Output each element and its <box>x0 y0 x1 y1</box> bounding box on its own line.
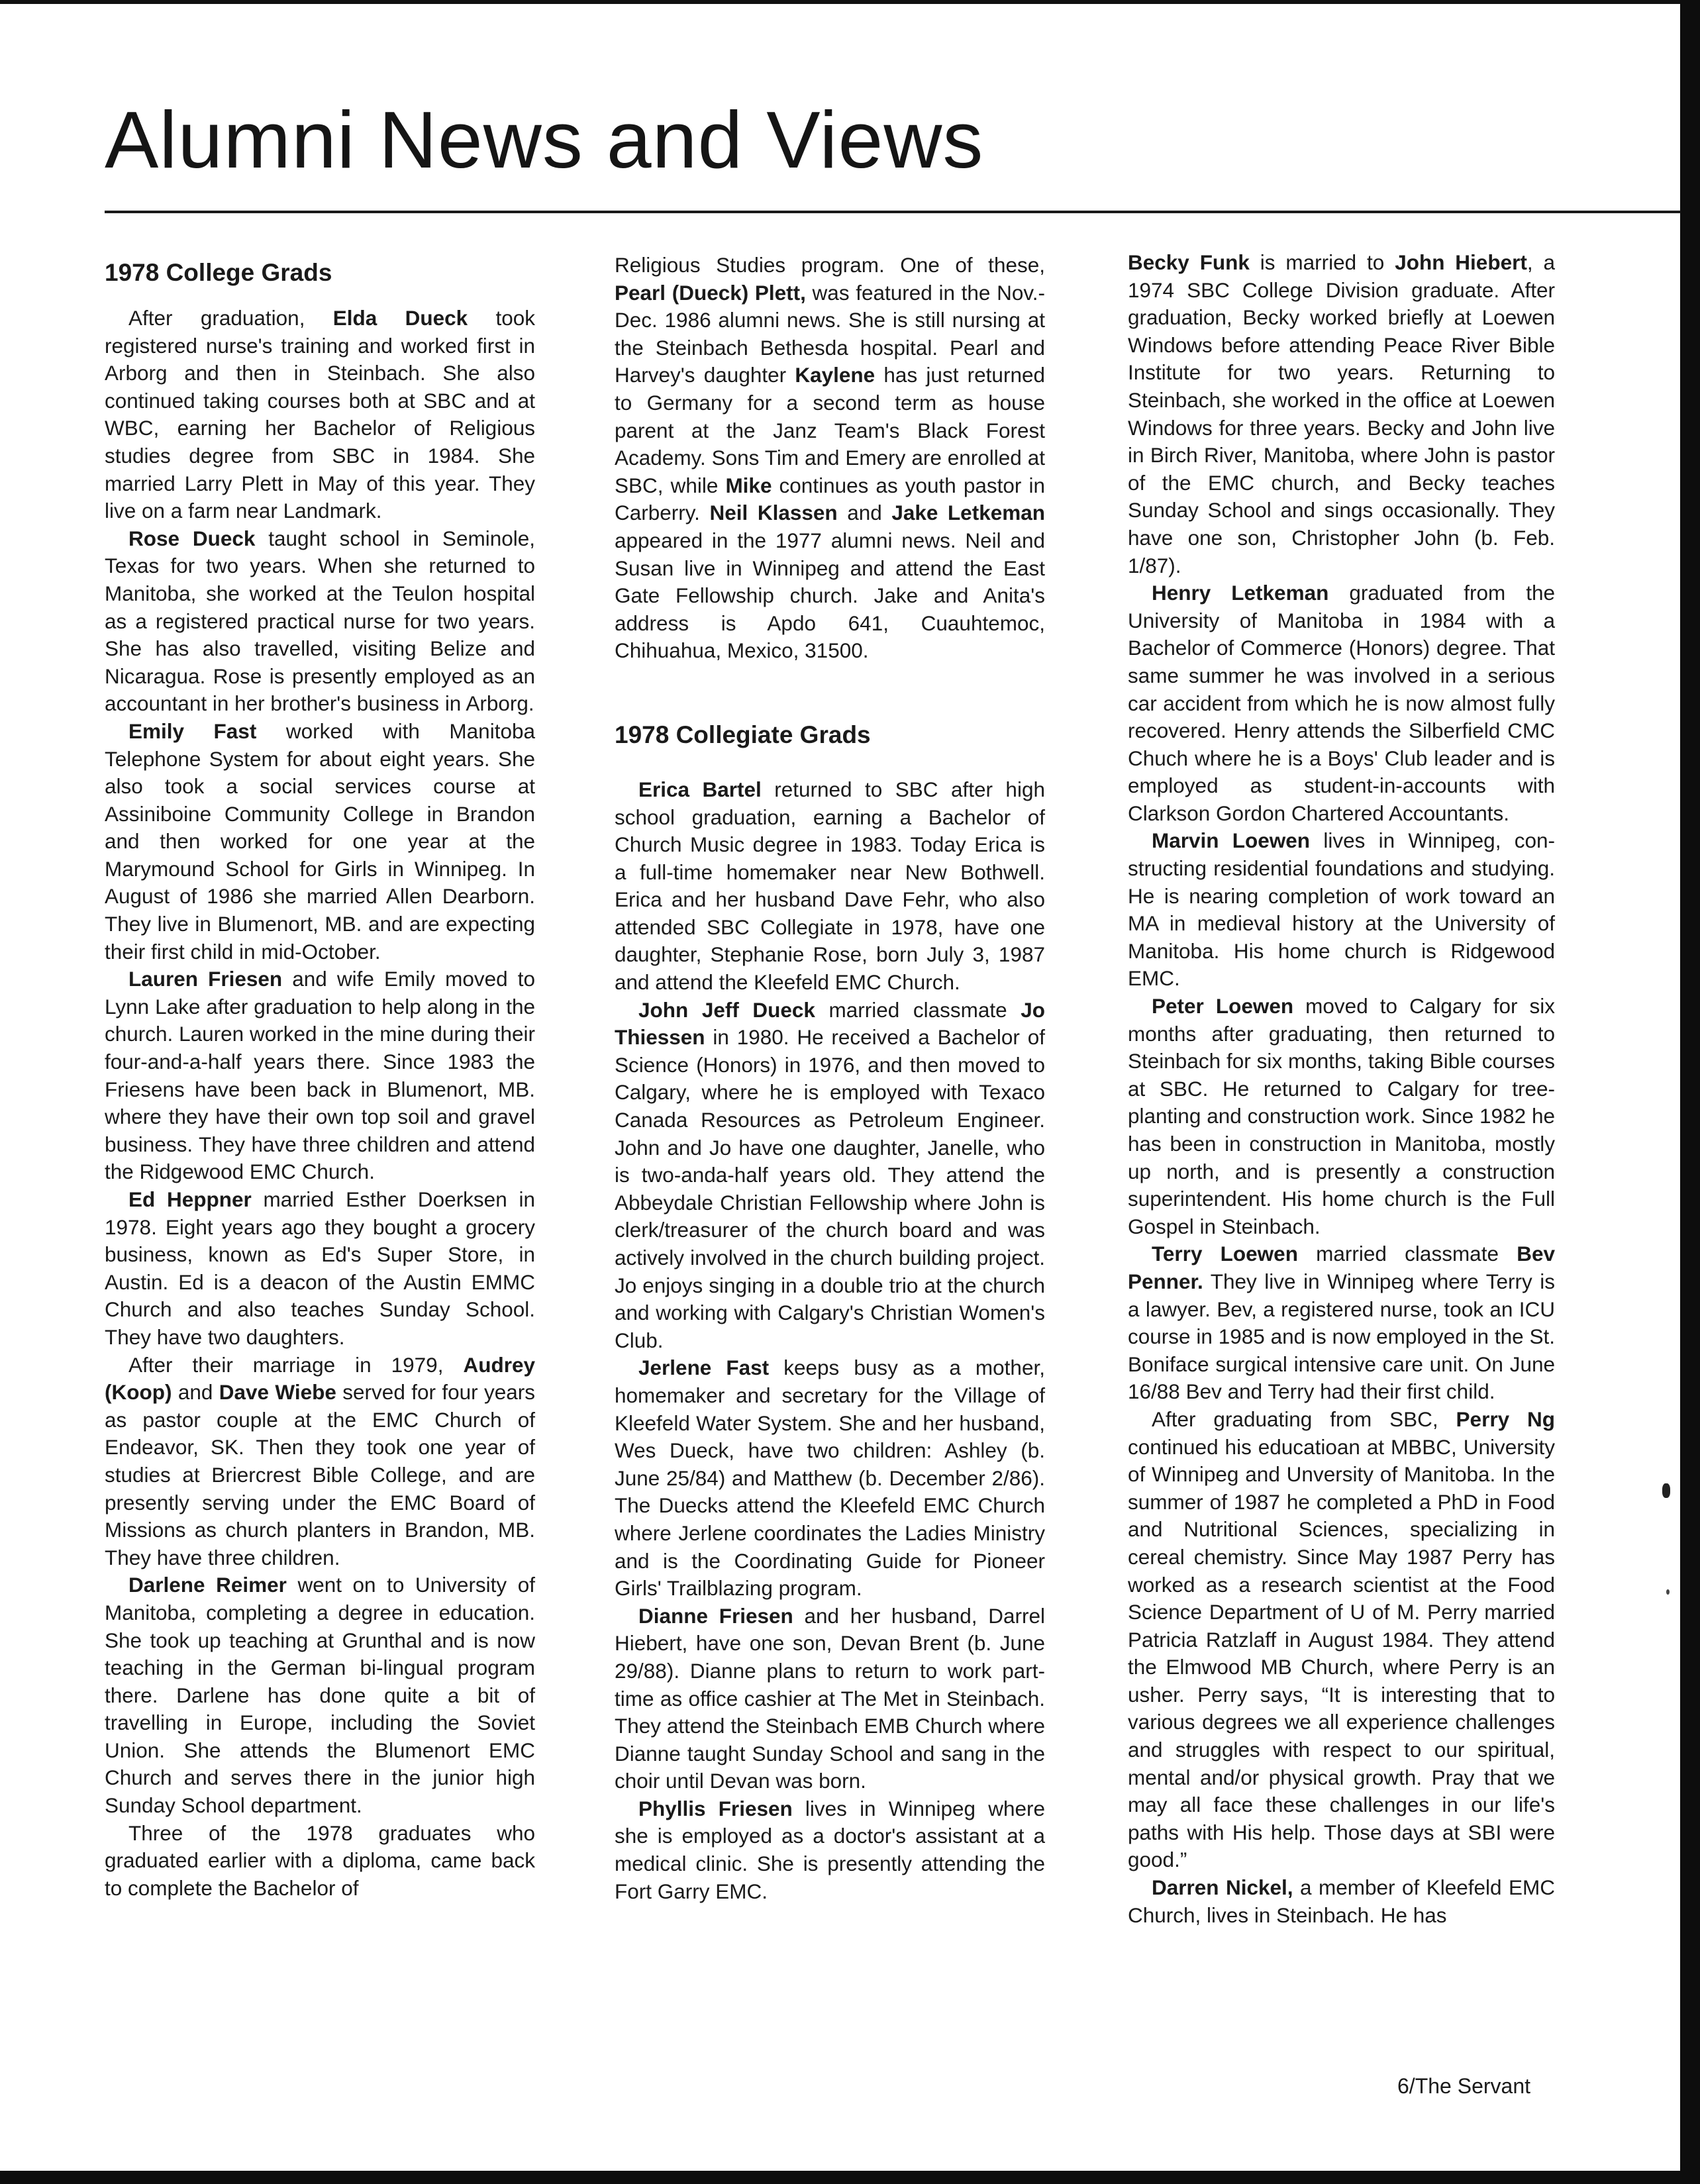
entry-text: was featured in the Nov.-Dec. 1986 alumni news. She is still nursing at the Steinbach Bethesda hospital. Pearl and Harvey's daughter <box>615 280 1045 387</box>
alumni-name: Peter Loewen <box>1152 994 1294 1018</box>
entry-text: appeared in the 1977 alumni news. Neil and Susan live in Winnipeg and attend the East Gate Fellowship church. Jake and Anita's address is Apdo 641, Cuauhtemoc, Chihuahua, Mexico, 31500. <box>615 528 1045 663</box>
alumni-name: Elda Dueck <box>332 306 468 330</box>
page-title: Alumni News and Views <box>105 95 984 185</box>
alumni-name: Dianne Friesen <box>638 1603 793 1628</box>
alumni-name: Henry Letkeman <box>1152 581 1329 605</box>
entry-darlene-reimer <box>105 1571 535 1819</box>
entry-text: moved to Calgary for six months after graduating, then returned to Steinbach for six months, taking Bible courses at SBC. He returned to Calgary for tree-planting and construction work. Since 1982 he has been in construction in Manitoba, mostly up north, and is presently a construction superintendent. His home church is the Full Gospel in Steinbach. <box>1128 994 1555 1238</box>
alumni-name: Jake Letkeman <box>891 501 1045 525</box>
entry-rose-dueck <box>105 525 535 718</box>
entry-john-jeff-dueck <box>615 997 1045 1355</box>
alumni-name: Marvin Loewen <box>1152 828 1311 853</box>
entry-text: graduated from the University of Manitoba in 1984 with a Bachelor of Commerce (Honors) degree. That same summer he was involved in a serious car accident from which he is now almost fully recovered. Henry attends the Silberfield CMC Chuch where he is a Boys' Club leader and is employed as student-in-accounts with Clarkson Gordon Chartered Accountants. <box>1128 581 1555 825</box>
alumni-name: Jerlene Fast <box>638 1356 770 1380</box>
entry-text: has just returned to Germany for a second term as house parent at the Janz Team's Black Forest Academy. Sons Tim and Emery are enrolled at SBC, while <box>615 363 1045 497</box>
alumni-name: Bev Penner. <box>1128 1242 1555 1293</box>
section-heading-college-grads: 1978 College Grads <box>105 259 332 286</box>
entry-emily-fast <box>105 718 535 966</box>
alumni-name: Terry Loewen <box>1152 1242 1298 1266</box>
entry-becky-funk <box>1128 249 1555 579</box>
entry-text: lives in Winnipeg, constructing residential foundations and studying. He is nearing completion of work toward an MA in medieval history at the University of Manitoba. His home church is Ridgewood EMC. <box>1128 828 1556 991</box>
entry-dianne-friesen <box>615 1603 1045 1795</box>
entry-phyllis-friesen <box>615 1795 1045 1905</box>
entry-text: took registered nurse's training and worked first in Arborg and then in Steinbach. She also continued taking courses both at SBC and at WBC, earning her Bachelor of Religious studies degree from SBC in 1984. She married Larry Plett in May of this year. They live on a farm near Landmark. <box>105 306 535 523</box>
alumni-name: Rose Dueck <box>128 526 256 550</box>
scan-edge-top <box>0 0 1700 4</box>
entry-terry-loewen <box>1128 1240 1555 1406</box>
entry-text: After graduation, <box>128 306 333 330</box>
entry-marvin-loewen <box>1128 827 1555 993</box>
alumni-name: Pearl (Dueck) Plett, <box>615 280 806 305</box>
section-heading-collegiate-grads: 1978 Collegiate Grads <box>615 720 871 748</box>
entry-text: and <box>172 1380 219 1405</box>
entry-text: After their marriage in 1979, <box>128 1352 464 1377</box>
alumni-name: Lauren Friesen <box>128 967 283 991</box>
entry-jerlene-fast <box>615 1354 1045 1602</box>
entry-bachelor-returnees <box>105 1820 535 1903</box>
entry-henry-letkeman <box>1128 579 1555 827</box>
entry-text: continued his educatioan at MBBC, University of Winnipeg and Unversity of Manitoba. In the summer of 1987 he completed a PhD in Food and Nutritional Sciences, specializing in cereal chemistry. Since May 1987 Perry has worked as a research scientist at the Food Science Department of U of M. Perry married Patricia Ratzlaff in August 1984. They attend the Elmwood MB Church, where Perry is an usher. Perry says, “It is interesting that to various degrees we all experience challenges and struggles with respect to our spiritual, mental and/or physical growth. Pray that we may all face these challenges in our life's paths with His help. Those days at SBI were good.” <box>1128 1434 1555 1872</box>
entry-erica-bartel <box>615 776 1045 997</box>
entry-perry-ng <box>1128 1406 1555 1874</box>
alumni-name: Darlene Reimer <box>128 1573 287 1597</box>
alumni-name: Neil Klassen <box>709 501 838 525</box>
entry-text: and wife Emily moved to Lynn Lake after graduation to help along in the church. Lauren worked in the mine during their four-and-a-half years there. Since 1983 the Friesens have been back in Blumenort, MB. where they have their own top soil and gravel business. They have three children and attend the Ridgewood EMC Church. <box>105 967 535 1184</box>
alumni-name: Ed Heppner <box>128 1187 252 1211</box>
entry-text: and her husband, Darrel Hiebert, have one son, Devan Brent (b. June 29/88). Dianne plans to return to work part-time as office cashier at The Met in Steinbach. They attend the Steinbach EMB Church where Dianne taught Sunday School and sang in the choir until Devan was born. <box>615 1603 1045 1793</box>
entry-text: They live in Winnipeg where Terry is a lawyer. Bev, a registered nurse, took an ICU course in 1985 and is now employed in the St. Boniface surgical intensive care unit. On June 16/88 Bev and Terry had their first child. <box>1128 1269 1555 1404</box>
entry-text: went on to University of Manitoba, completing a degree in education. She took up teaching at Grunthal and is now teaching in the German bi-lingual program there. Darlene has done quite a bit of travelling in Europe, including the Soviet Union. She attends the Blumenort EMC Church and serves there in the junior high Sunday School department. <box>105 1573 535 1818</box>
alumni-name: Mike <box>725 473 772 497</box>
alumni-name: Becky Funk <box>1128 250 1250 274</box>
entry-text: Three of the 1978 graduates who graduated earlier with a diploma, came back to complete the Bachelor of <box>105 1820 535 1900</box>
entry-text: After graduating from SBC, <box>1152 1407 1456 1431</box>
title-rule <box>105 211 1681 213</box>
entry-text: married classmate <box>815 997 1021 1022</box>
alumni-name: Darren Nickel, <box>1152 1875 1293 1900</box>
column-1 <box>105 246 535 1902</box>
alumni-name: Dave Wiebe <box>219 1380 336 1405</box>
alumni-name: Erica Bartel <box>638 777 762 801</box>
page-footer: 6/The Servant <box>1397 2074 1530 2098</box>
entry-text: returned to SBC after high school graduation, earning a Bachelor of Church Music degree in 1983. Today Erica is a full-time homemaker near New Bothwell. Erica and her husband Dave Fehr, who also attended SBC Collegiate in 1978, have one daughter, Stephanie Rose, born July 3, 1987 and attend the Kleefeld EMC Church. <box>615 777 1045 995</box>
entry-text: married Esther Doerksen in 1978. Eight years ago they bought a grocery business, known as Ed's Super Store, in Austin. Ed is a deacon of the Austin EMMC Church and also teaches Sunday School. They have two daughters. <box>105 1187 535 1349</box>
entry-text: served for four years as pastor couple at the EMC Church of Endeavor, SK. Then they took one year of studies at Briercrest Bible College, and are presently serving under the EMC Board of Missions as church planters in Brandon, MB. They have three children. <box>105 1380 536 1569</box>
entry-text: continues as youth pastor in Carberry. <box>615 473 1046 525</box>
entry-darren-nickel <box>1128 1874 1555 1929</box>
entry-text: in 1980. He received a Bachelor of Science (Honors) in 1976, and then moved to Calgary, where he is employed with Texaco Canada Resources as Petroleum Engineer. John and Jo have one daughter, Janelle, who is two-anda-half years old. They attend the Abbeydale Christian Fellowship where John is clerk/treasurer of the church board and was actively involved in the church building project. Jo enjoys singing in a double trio at the church and working with Calgary's Christian Women's Club. <box>615 1025 1045 1352</box>
entry-text: a member of Kleefeld EMC Church, lives in Steinbach. He has <box>1128 1875 1555 1927</box>
entry-text: and <box>837 501 892 525</box>
entry-peter-loewen <box>1128 993 1555 1240</box>
entry-text: is married to <box>1249 250 1395 274</box>
scan-speck <box>1662 1483 1670 1498</box>
entry-elda-dueck <box>105 305 535 525</box>
alumni-name: Jo Thiessen <box>615 997 1046 1050</box>
scan-edge-bottom <box>0 2171 1700 2184</box>
alumni-name: John Jeff Dueck <box>638 997 815 1022</box>
alumni-name: Perry Ng <box>1456 1407 1556 1431</box>
alumni-name: Phyllis Friesen <box>638 1796 793 1820</box>
column-3 <box>1128 249 1555 1929</box>
entry-text: married classmate <box>1297 1242 1517 1266</box>
entry-text: worked with Manitoba Telephone System for about eight years. She also took a social services course at Assiniboine Community College in Brandon and then worked for one year at the Marymound School for Girls in Winnipeg. In August of 1986 she married Allen Dearborn. They live in Blumenort, MB. and are expecting their first child in mid-October. <box>105 719 536 964</box>
scan-edge-right <box>1680 0 1700 2184</box>
entry-ed-heppner <box>105 1186 535 1352</box>
entry-audrey-dave-wiebe <box>105 1352 535 1572</box>
entry-text: lives in Winnipeg where she is employed as a doctor's assistant at a medical clinic. She is presently attending the Fort Garry EMC. <box>615 1796 1045 1903</box>
entry-pearl-plett <box>615 252 1045 665</box>
entry-text: keeps busy as a mother, homemaker and secretary for the Village of Kleefeld Water System. She and her husband, Wes Dueck, have two children: Ashley (b. June 25/84) and Matthew (b. December 2/86). The Duecks attend the Kleefeld EMC Church where Jerlene coordinates the Ladies Ministry and is the Coordinating Guide for Pioneer Girls' Trailblazing program. <box>615 1356 1045 1601</box>
column-2 <box>615 252 1045 1905</box>
alumni-name: Kaylene <box>795 363 875 387</box>
alumni-name: Emily Fast <box>128 719 257 743</box>
alumni-name: John Hiebert <box>1395 250 1527 274</box>
entry-text: Religious Studies program. One of these, <box>615 253 1045 277</box>
entry-text: taught school in Seminole, Texas for two years. When she returned to Manitoba, she worked at the Teulon hospital as a registered practical nurse for two years. She has also travelled, visiting Belize and Nicaragua. Rose is presently employed as an accountant in her brother's business in Arborg. <box>105 526 536 716</box>
entry-text: , a 1974 SBC College Division graduate. After graduation, Becky worked briefly at Loewen Windows before attending Peace River Bible Institute for two years. Returning to Steinbach, she worked in the office at Loewen Windows for three years. Becky and John live in Birch River, Manitoba, where John is pastor of the EMC church, and Becky teaches Sunday School and sings occasionally. They have one son, Christopher John (b. Feb. 1/87). <box>1128 250 1555 577</box>
scan-speck <box>1666 1589 1670 1595</box>
alumni-name: Audrey (Koop) <box>105 1352 535 1405</box>
entry-lauren-friesen <box>105 966 535 1186</box>
